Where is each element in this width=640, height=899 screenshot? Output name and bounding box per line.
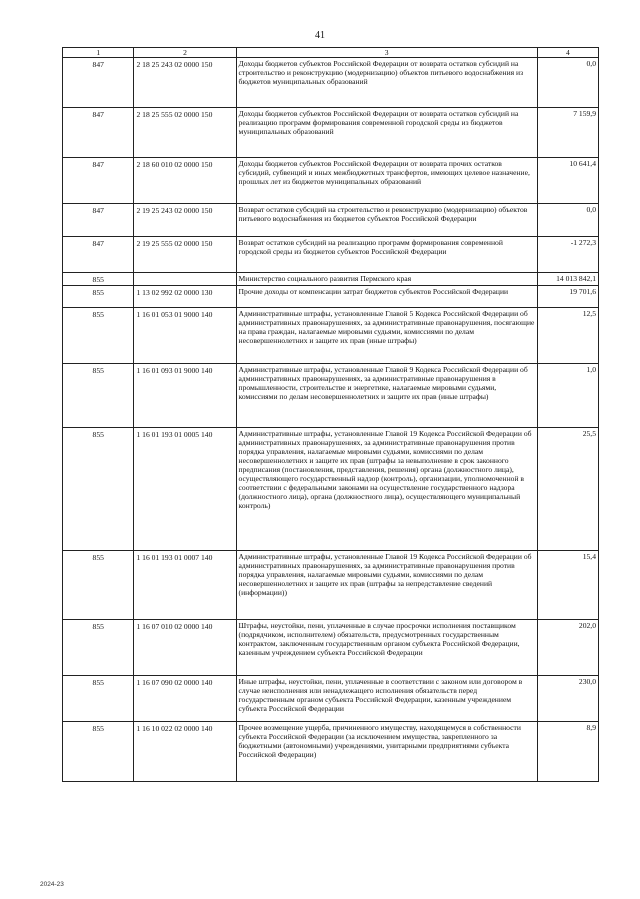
- header-cell-code: 2: [134, 48, 236, 58]
- revenue-code-cell: 1 16 01 053 01 9000 140: [134, 308, 236, 364]
- revenue-name-cell: Административные штрафы, установленные Главой 19 Кодекса Российской Федерации об административных правонарушениях, за административные правонарушения против порядка управления, налагаемые мировыми судьями, комиссиями по делам несовершеннолетних и защите их прав (штрафы за непредставление сведений (информации)): [236, 551, 537, 620]
- table-row: [63, 308, 599, 364]
- amount-cell: -1 272,3: [537, 237, 598, 273]
- admin-code-cell: 855: [63, 620, 134, 676]
- revenue-name-cell: Возврат остатков субсидий на строительство и реконструкцию (модернизацию) объектов питьевого водоснабжения из бюджетов субъектов Российской Федерации: [236, 204, 537, 237]
- revenue-name-cell: Прочие доходы от компенсации затрат бюджетов субъектов Российской Федерации: [236, 286, 537, 308]
- revenue-name-cell: Доходы бюджетов субъектов Российской Федерации от возврата остатков субсидий на строительство и реконструкцию (модернизацию) объектов питьевого водоснабжения из бюджетов муниципальных образований: [236, 58, 537, 108]
- amount-cell: 0,0: [537, 204, 598, 237]
- revenue-name-cell: Административные штрафы, установленные Главой 5 Кодекса Российской Федерации об административных правонарушениях, за административные правонарушения, посягающие на права граждан, налагаемые мировыми судьями, комиссиями по делам несовершеннолетних и защите их прав (иные штрафы): [236, 308, 537, 364]
- revenue-code-cell: 1 13 02 992 02 0000 130: [134, 286, 236, 308]
- table-row: [63, 108, 599, 158]
- revenue-code-cell: 1 16 07 090 02 0000 140: [134, 676, 236, 722]
- admin-code-cell: 855: [63, 286, 134, 308]
- revenue-code-cell: 2 18 60 010 02 0000 150: [134, 158, 236, 204]
- admin-code-cell: 847: [63, 237, 134, 273]
- revenue-code-cell: 2 18 25 243 02 0000 150: [134, 58, 236, 108]
- amount-cell: 14 013 842,1: [537, 273, 598, 286]
- admin-code-cell: 855: [63, 273, 134, 286]
- revenue-name-cell: Возврат остатков субсидий на реализацию программ формирования современной городской среды из бюджетов субъектов Российской Федерации: [236, 237, 537, 273]
- table-row: [63, 364, 599, 428]
- revenue-code-cell: 2 19 25 555 02 0000 150: [134, 237, 236, 273]
- table-row: [63, 620, 599, 676]
- table-row: [63, 273, 599, 286]
- admin-code-cell: 847: [63, 158, 134, 204]
- revenue-name-cell: Доходы бюджетов субъектов Российской Федерации от возврата остатков субсидий на реализацию программ формирования современной городской среды из бюджетов муниципальных образований: [236, 108, 537, 158]
- table-row: [63, 204, 599, 237]
- admin-code-cell: 855: [63, 308, 134, 364]
- header-cell-admin: 1: [63, 48, 134, 58]
- header-cell-name: 3: [236, 48, 537, 58]
- admin-code-cell: 847: [63, 58, 134, 108]
- revenue-table: [62, 47, 599, 782]
- revenue-code-cell: 2 19 25 243 02 0000 150: [134, 204, 236, 237]
- revenue-code-cell: 2 18 25 555 02 0000 150: [134, 108, 236, 158]
- table-row: [63, 722, 599, 782]
- admin-code-cell: 855: [63, 722, 134, 782]
- admin-code-cell: 847: [63, 108, 134, 158]
- admin-code-cell: 855: [63, 551, 134, 620]
- table-row: [63, 58, 599, 108]
- revenue-name-cell: Штрафы, неустойки, пени, уплаченные в случае просрочки исполнения поставщиком (подрядчиком, исполнителем) обязательств, предусмотренных государственным контрактом, заключенным государственным органом субъекта Российской Федерации, казенным учреждением субъекта Российской Федерации: [236, 620, 537, 676]
- amount-cell: 19 701,6: [537, 286, 598, 308]
- table-row: [63, 237, 599, 273]
- table-row: [63, 158, 599, 204]
- admin-code-cell: 847: [63, 204, 134, 237]
- amount-cell: 25,5: [537, 428, 598, 551]
- table-header-row: [63, 48, 599, 58]
- page-number: 41: [315, 30, 325, 41]
- admin-code-cell: 855: [63, 428, 134, 551]
- revenue-code-cell: 1 16 01 093 01 9000 140: [134, 364, 236, 428]
- amount-cell: 230,0: [537, 676, 598, 722]
- revenue-code-cell: 1 16 01 193 01 0005 140: [134, 428, 236, 551]
- revenue-code-cell: 1 16 01 193 01 0007 140: [134, 551, 236, 620]
- amount-cell: 1,0: [537, 364, 598, 428]
- revenue-name-cell: Административные штрафы, установленные Главой 9 Кодекса Российской Федерации об административных правонарушениях, за административные правонарушения в промышленности, строительстве и энергетике, налагаемые мировыми судьями, комиссиями по делам несовершеннолетних и защите их прав (иные штрафы): [236, 364, 537, 428]
- amount-cell: 0,0: [537, 58, 598, 108]
- revenue-code-cell: 1 16 10 022 02 0000 140: [134, 722, 236, 782]
- header-cell-amount: 4: [537, 48, 598, 58]
- amount-cell: 202,0: [537, 620, 598, 676]
- table-row: [63, 286, 599, 308]
- amount-cell: 8,9: [537, 722, 598, 782]
- admin-code-cell: 855: [63, 364, 134, 428]
- admin-code-cell: 855: [63, 676, 134, 722]
- table-row: [63, 676, 599, 722]
- document-code: 2024-23: [40, 881, 64, 888]
- amount-cell: 15,4: [537, 551, 598, 620]
- amount-cell: 7 159,9: [537, 108, 598, 158]
- table-row: [63, 551, 599, 620]
- amount-cell: 12,5: [537, 308, 598, 364]
- revenue-code-cell: 1 16 07 010 02 0000 140: [134, 620, 236, 676]
- revenue-name-cell: Административные штрафы, установленные Главой 19 Кодекса Российской Федерации об административных правонарушениях, за административные правонарушения против порядка управления, налагаемые мировыми судьями, комиссиями по делам несовершеннолетних и защите их прав (штрафы за невыполнение в срок законного предписания (постановления, представления, решения) органа (должностного лица), осуществляющего государственный надзор (контроль), организации, уполномоченной в соответствии с федеральными законами на осуществление государственного надзора (должностного лица), органа (должностного лица), осуществляющего муниципальный контроль): [236, 428, 537, 551]
- revenue-name-cell: Прочее возмещение ущерба, причиненного имуществу, находящемуся в собственности субъекта Российской Федерации (за исключением имущества, закрепленного за бюджетными (автономными) учреждениями, унитарными предприятиями субъекта Российской Федерации): [236, 722, 537, 782]
- revenue-name-cell: Министерство социального развития Пермского края: [236, 273, 537, 286]
- revenue-code-cell: [134, 273, 236, 286]
- revenue-name-cell: Иные штрафы, неустойки, пени, уплаченные в соответствии с законом или договором в случае неисполнения или ненадлежащего исполнения обязательств перед государственным органом субъекта Российской Федерации, казенным учреждением субъекта Российской Федерации: [236, 676, 537, 722]
- amount-cell: 10 641,4: [537, 158, 598, 204]
- revenue-name-cell: Доходы бюджетов субъектов Российской Федерации от возврата прочих остатков субсидий, субвенций и иных межбюджетных трансфертов, имеющих целевое назначение, прошлых лет из бюджетов муниципальных образований: [236, 158, 537, 204]
- table-row: [63, 428, 599, 551]
